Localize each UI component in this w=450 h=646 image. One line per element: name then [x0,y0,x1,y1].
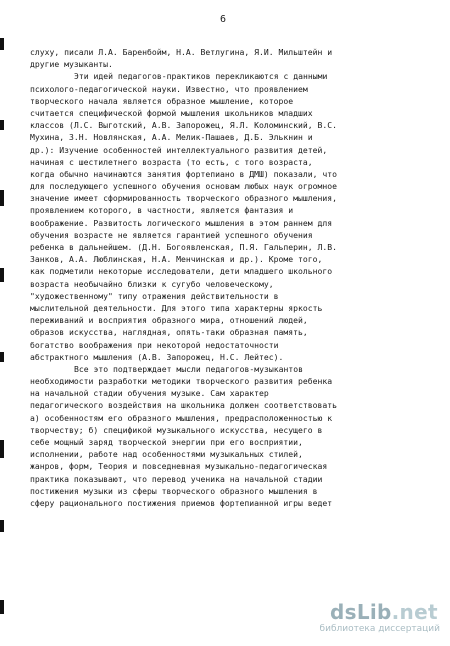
text-line: переживаний и восприятия образного мира, отношений людей, [30,315,308,326]
document-body [30,46,432,509]
text-line: постижения музыки из сферы творческого образного мышления в [30,485,318,496]
text-line: для последующего успешного обучения основам любых наук огромное [30,181,337,192]
text-line: образов искусства, наглядная, опять-таки образная память, [30,327,308,338]
page-number: 6 [220,14,227,25]
text-line: считается специфической формой мышления школьников младших [30,107,313,118]
scan-edge-mark [0,352,4,362]
scan-edge-mark [0,190,4,206]
text-line: значение имеет сформированность творческого образного мышления, [30,193,337,204]
text-line: Все это подтверждает мысли педагогов-музыкантов [74,363,304,374]
text-line: мыслительной деятельности. Для этого типа характерны яркость [30,302,323,313]
text-line: педагогического воздействия на школьника должен соответствовать [30,400,337,411]
text-line: как подметили некоторые исследователи, дети младшего школьного [30,266,333,277]
text-line: проявлением которого, в частности, является фантазия и [30,205,294,216]
text-line: творчеству; б) спецификой музыкального искусства, несущего в [30,424,323,435]
text-line: сферу рационального постижения приемов фортепианной игры ведет [30,497,333,508]
text-line: воображение. Развитость логического мышления в этом раннем для [30,217,333,228]
text-line: необходимости разработки методики творческого развития ребенка [30,376,333,387]
text-line: возраста необычайно близки к сугубо человеческому, [30,278,274,289]
text-line: на начальной стадии обучения музыке. Сам характер [30,388,269,399]
watermark-subtitle: библиотека диссертаций [319,624,440,634]
text-line: Занков, А.А. Люблинская, Н.А. Менчинская и др.). Кроме того, [30,254,323,265]
text-line: Мухина, З.Н. Новлянская, А.А. Мелик-Пашаев, Д.Б. Элькнин и [30,132,313,143]
text-line: богатство воображения при некоторой недостаточности [30,339,279,350]
text-line: жанров, форм, Теория и повседневная музыкально-педагогическая [30,461,328,472]
text-line: обучения возрасте не является гарантией успешного обучения [30,229,313,240]
scan-edge-mark [0,440,4,458]
text-line: абстрактного мышления (А.В. Запорожец, Н.С. Лейтес). [30,351,284,362]
scan-edge-mark [0,268,4,282]
text-line: Эти идей педагогов-практиков перекликаются с данными [74,71,328,82]
scan-edge-mark [0,120,4,130]
text-line: ребенка в дальнейшем. (Д.Н. Богоявленская, П.Я. Гальперин, Л.В. [30,242,337,252]
text-line: классов (Л.С. Выготский, А.В. Запорожец, Я.Л. Коломинский, В.С. [30,120,337,131]
scan-edge-mark [0,600,4,614]
watermark-logo: dsLib.net [330,600,438,624]
text-line: себе мощный заряд творческой энергии при его восприятии, [30,437,303,447]
text-line: а) особенностям его образного мышления, предрасположенностью к [30,412,333,423]
text-line: психолого-педагогической науки. Известно, что проявлением [30,83,308,94]
scan-edge-mark [0,38,4,50]
text-line: "художественному" типу отражения действительности в [30,290,279,301]
text-line: др.): Изучение особенностей интеллектуального развития детей, [30,144,328,155]
text-line: другие музыканты. [30,59,113,70]
text-line: когда обычно начинаются занятия фортепиано в ДМШ) показали, что [30,168,337,179]
text-line: творческого начала является образное мышление, которое [30,95,294,106]
scan-edge-mark [0,520,4,532]
text-line: исполнении, работе над особенностями музыкальных стилей, [30,449,303,460]
text-line: практика показывают, что перевод ученика на начальной стадии [30,473,323,484]
dslib-watermark [312,600,440,636]
text-line: начиная с шестилетнего возраста (то есть, с того возраста, [30,156,313,167]
text-line: слуху, писали Л.А. Баренбойм, Н.А. Ветлугина, Я.И. Мильштейн и [30,47,333,57]
